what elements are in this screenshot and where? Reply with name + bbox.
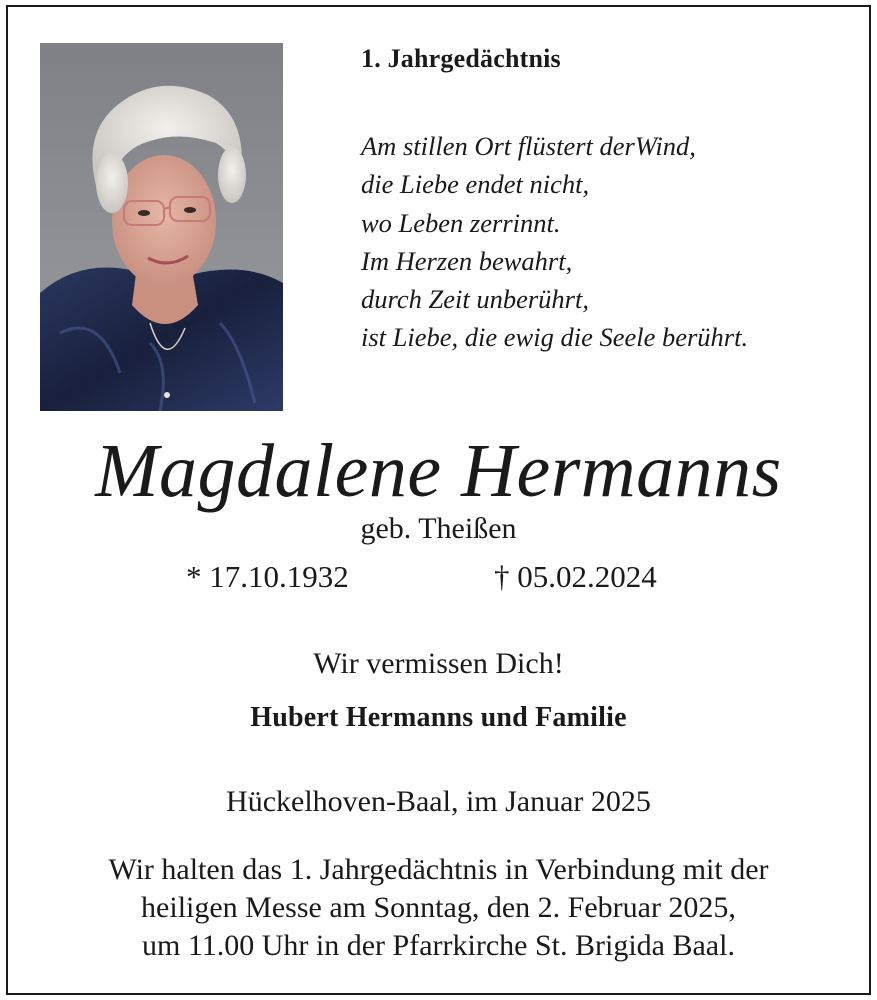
birth-date: * 17.10.1932 bbox=[186, 559, 349, 594]
memorial-poem bbox=[361, 127, 851, 357]
poem-line: Am stillen Ort flüstert derWind, bbox=[361, 131, 696, 161]
family-signature: Hubert Hermanns und Familie bbox=[250, 702, 627, 733]
place-date: Hückelhoven-Baal, im Januar 2025 bbox=[226, 785, 651, 818]
anniversary-heading: 1. Jahrgedächtnis bbox=[361, 44, 561, 73]
poem-line: ist Liebe, die ewig die Seele berührt. bbox=[361, 322, 749, 353]
message-text: Wir vermissen Dich! bbox=[313, 647, 564, 680]
death-date: † 05.02.2024 bbox=[494, 559, 657, 594]
poem-line: durch Zeit unberührt, bbox=[361, 284, 589, 315]
portrait-photo bbox=[40, 43, 283, 411]
deceased-name: Magdalene Hermanns bbox=[95, 429, 782, 513]
service-line: Wir halten das 1. Jahrgedächtnis in Verbindung mit der bbox=[108, 853, 769, 886]
service-line: um 11.00 Uhr in der Pfarrkirche St. Brigida Baal. bbox=[142, 929, 735, 962]
service-line: heiligen Messe am Sonntag, den 2. Februar 2025, bbox=[141, 891, 736, 924]
portrait-image bbox=[40, 43, 283, 411]
maiden-name: geb. Theißen bbox=[360, 512, 517, 545]
service-info bbox=[0, 851, 877, 965]
poem-line: die Liebe endet nicht, bbox=[361, 169, 590, 200]
poem-line: Im Herzen bewahrt, bbox=[361, 245, 573, 276]
poem-line: wo Leben zerrinnt. bbox=[361, 207, 561, 238]
